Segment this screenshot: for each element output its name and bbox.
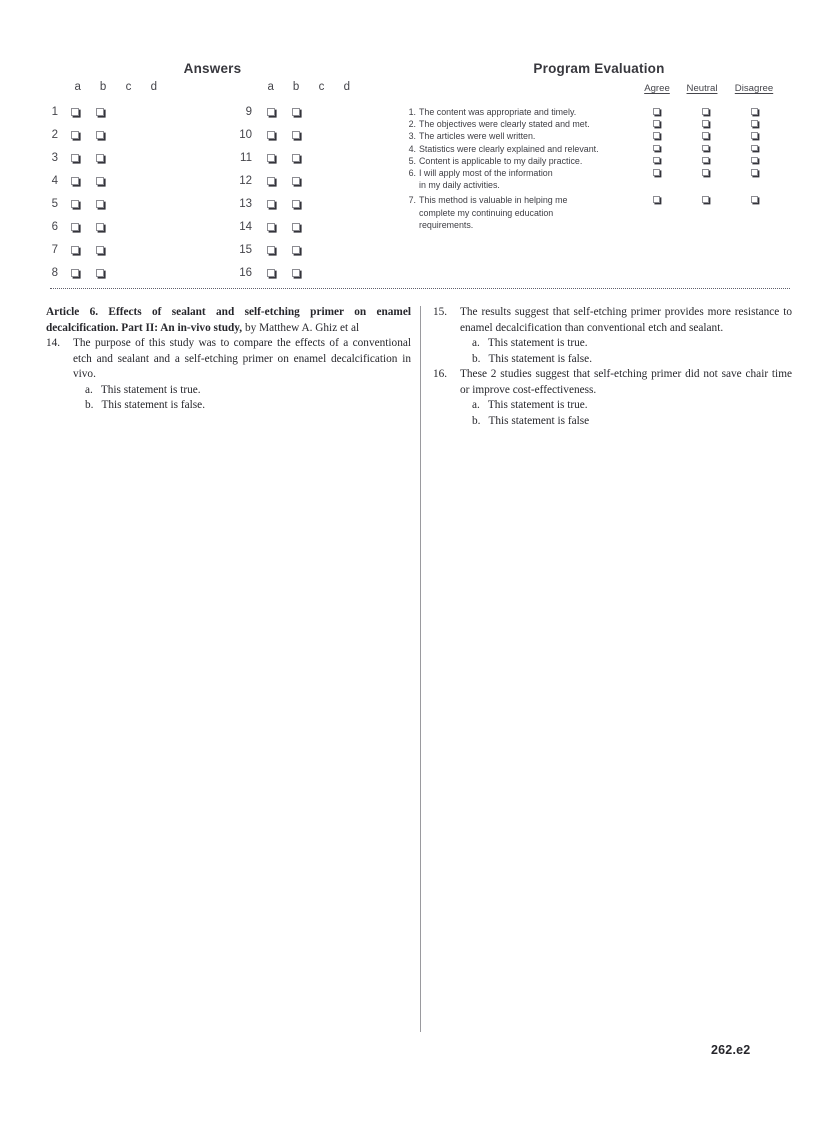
question-number: 14. [46,337,61,349]
item-number: 5. [408,155,416,166]
option-text: This statement is false. [101,399,206,411]
question-number: 16. [433,368,448,380]
eval-checkbox-neutral[interactable] [702,157,709,164]
answer-checkbox-b[interactable] [292,177,300,185]
eval-checkbox-neutral[interactable] [702,120,709,127]
answer-row-3 [40,146,167,169]
answer-checkbox-a[interactable] [267,131,275,139]
rating-header-neutral: Neutral [686,83,718,94]
option-letter: a. [472,399,480,411]
eval-checkbox-neutral[interactable] [702,169,709,176]
question-16-option-a [460,398,792,414]
evaluation-item-6 [405,167,795,191]
answer-checkbox-b[interactable] [96,269,104,277]
eval-checkbox-disagree[interactable] [751,196,758,203]
answer-number: 6 [51,220,58,233]
eval-checkbox-neutral[interactable] [702,196,709,203]
item-text: The articles were well written. [419,131,536,142]
item-number: 4. [408,143,416,154]
article-column-left [46,305,411,414]
column-header-a: a [74,81,81,93]
answer-row-14 [225,215,360,238]
item-text: I will apply most of the information [419,168,553,179]
answer-checkbox-a[interactable] [267,108,275,116]
answer-checkbox-a[interactable] [71,177,79,185]
eval-checkbox-agree[interactable] [653,157,660,164]
option-text: This statement is true. [487,337,588,349]
answer-number: 5 [51,197,58,210]
answer-checkbox-b[interactable] [292,131,300,139]
evaluation-item-5 [405,155,795,167]
evaluation-item-2 [405,118,795,130]
item-number: 2. [408,119,416,130]
answer-checkbox-b[interactable] [292,200,300,208]
question-15 [433,305,792,367]
answer-row-8 [40,261,167,284]
dotted-divider [50,288,790,289]
column-header-c: c [125,81,132,93]
answer-checkbox-b[interactable] [96,200,104,208]
eval-checkbox-agree[interactable] [653,196,660,203]
answer-row-10 [225,123,360,146]
question-15-option-b [460,352,792,368]
answer-checkbox-b[interactable] [96,177,104,185]
answer-row-15 [225,238,360,261]
option-text: This statement is false. [488,352,593,365]
answer-checkbox-a[interactable] [267,177,275,185]
evaluation-item-7 [405,194,795,231]
question-text: The purpose of this study was to compare the effects of a conventional etch and sealant and a self-etching primer on enamel decalcification in vivo. [73,337,411,380]
answer-row-9 [225,100,360,123]
column-header-b: b [99,81,107,93]
answer-row-2 [40,123,167,146]
item-number: 6. [408,168,416,179]
item-text: complete my continuing education [419,207,554,218]
answer-number: 2 [51,128,58,141]
answer-checkbox-b[interactable] [292,108,300,116]
answer-row-5 [40,192,167,215]
answer-checkbox-b[interactable] [96,246,104,254]
answer-row-7 [40,238,167,261]
item-text: Content is applicable to my daily practice. [419,155,583,166]
eval-checkbox-neutral[interactable] [702,132,709,139]
answer-checkbox-a[interactable] [267,154,275,162]
eval-checkbox-agree[interactable] [653,108,660,115]
question-14-option-b [73,398,411,414]
answer-checkbox-b[interactable] [96,131,104,139]
item-text: This method is valuable in helping me [419,195,568,206]
column-divider-rule [420,306,421,1032]
option-text: This statement is true. [100,383,201,396]
question-15-option-a [460,336,792,352]
answer-column-headers [225,81,360,100]
answer-checkbox-a[interactable] [267,246,275,254]
item-text: The objectives were clearly stated and met. [419,119,590,130]
answer-checkbox-a[interactable] [267,200,275,208]
answer-row-12 [225,169,360,192]
answer-row-6 [40,215,167,238]
evaluation-item-1 [405,106,795,118]
answer-number: 13 [239,197,252,210]
column-header-d: d [150,81,158,93]
answer-checkbox-b[interactable] [292,223,300,231]
option-letter: b. [85,399,94,411]
item-text: in my daily activities. [419,180,500,191]
column-header-b: b [292,81,300,93]
question-14-option-a [73,383,411,399]
answer-row-16 [225,261,360,284]
item-number: 7. [408,195,416,206]
article-byline: by Matthew A. Ghiz et al [244,321,360,334]
answer-number: 7 [51,243,58,256]
eval-checkbox-disagree[interactable] [751,132,758,139]
answer-number: 15 [239,243,252,256]
article-title-bold: Article 6. Effects of sealant and self-etching primer on enamel decalcification. Part II: An in-vivo study, [46,306,411,334]
page-number: 262.e2 [711,1043,751,1057]
evaluation-item-list [405,106,795,231]
answer-checkbox-a[interactable] [267,223,275,231]
answer-row-13 [225,192,360,215]
eval-checkbox-neutral[interactable] [702,145,709,152]
question-16-option-b [460,414,792,430]
answer-checkbox-a[interactable] [71,269,79,277]
question-number: 15. [433,306,448,318]
answer-number: 9 [245,105,252,118]
answer-number: 1 [51,105,58,118]
answer-checkbox-a[interactable] [71,131,79,139]
answer-checkbox-a[interactable] [267,269,275,277]
rating-header-agree: Agree [644,83,670,94]
item-text: requirements. [419,219,474,230]
answer-column-headers [40,81,167,100]
answer-checkbox-a[interactable] [71,223,79,231]
answers-grid-right [225,81,360,284]
question-14 [46,336,411,414]
column-header-c: c [318,81,325,93]
answer-number: 11 [240,151,252,164]
eval-checkbox-disagree[interactable] [751,108,758,115]
eval-checkbox-neutral[interactable] [702,108,709,115]
item-text: The content was appropriate and timely. [419,107,577,117]
answer-checkbox-b[interactable] [96,223,104,231]
answers-title: Answers [183,61,242,76]
answer-checkbox-a[interactable] [71,108,79,116]
column-header-d: d [343,81,351,93]
answer-checkbox-a[interactable] [71,246,79,254]
option-letter: b. [472,352,481,365]
evaluation-item-3 [405,130,795,142]
item-text: Statistics were clearly explained and relevant. [419,143,599,154]
eval-checkbox-agree[interactable] [653,132,660,139]
question-16 [433,367,792,429]
column-header-a: a [267,81,274,93]
answer-row-4 [40,169,167,192]
option-text: This statement is true. [487,399,588,411]
answer-number: 8 [51,266,58,279]
answer-number: 4 [51,174,58,187]
answer-checkbox-b[interactable] [292,154,300,162]
eval-checkbox-disagree[interactable] [751,120,758,127]
evaluation-item-4 [405,143,795,155]
answers-grid-left [40,81,167,284]
answer-row-1 [40,100,167,123]
answer-number: 3 [51,151,58,164]
answer-checkbox-b[interactable] [292,269,300,277]
option-letter: b. [472,414,481,427]
option-letter: a. [472,337,480,349]
answer-number: 16 [239,266,252,279]
item-number: 1. [408,107,416,117]
answer-checkbox-a[interactable] [71,154,79,162]
question-text: These 2 studies suggest that self-etching primer did not save chair time or improve cost-effectiveness. [460,368,792,396]
article-column-right [433,305,792,429]
option-text: This statement is false [488,414,590,427]
answer-number: 14 [239,220,252,233]
answer-row-11 [225,146,360,169]
eval-checkbox-disagree[interactable] [751,157,758,164]
question-text: The results suggest that self-etching primer provides more resistance to enamel decalcification than conventional etch and sealant. [460,306,792,334]
option-letter: a. [85,383,93,396]
eval-checkbox-agree[interactable] [653,169,660,176]
eval-checkbox-agree[interactable] [653,145,660,152]
answer-checkbox-b[interactable] [292,246,300,254]
answer-checkbox-b[interactable] [96,154,104,162]
rating-header-disagree: Disagree [734,83,774,94]
article-title [46,305,411,336]
item-number: 3. [408,131,416,142]
answer-checkbox-a[interactable] [71,200,79,208]
program-evaluation-title: Program Evaluation [533,61,665,76]
eval-checkbox-disagree[interactable] [751,145,758,152]
answer-number: 12 [239,174,252,187]
eval-checkbox-agree[interactable] [653,120,660,127]
answer-checkbox-b[interactable] [96,108,104,116]
answer-number: 10 [239,128,252,141]
eval-checkbox-disagree[interactable] [751,169,758,176]
